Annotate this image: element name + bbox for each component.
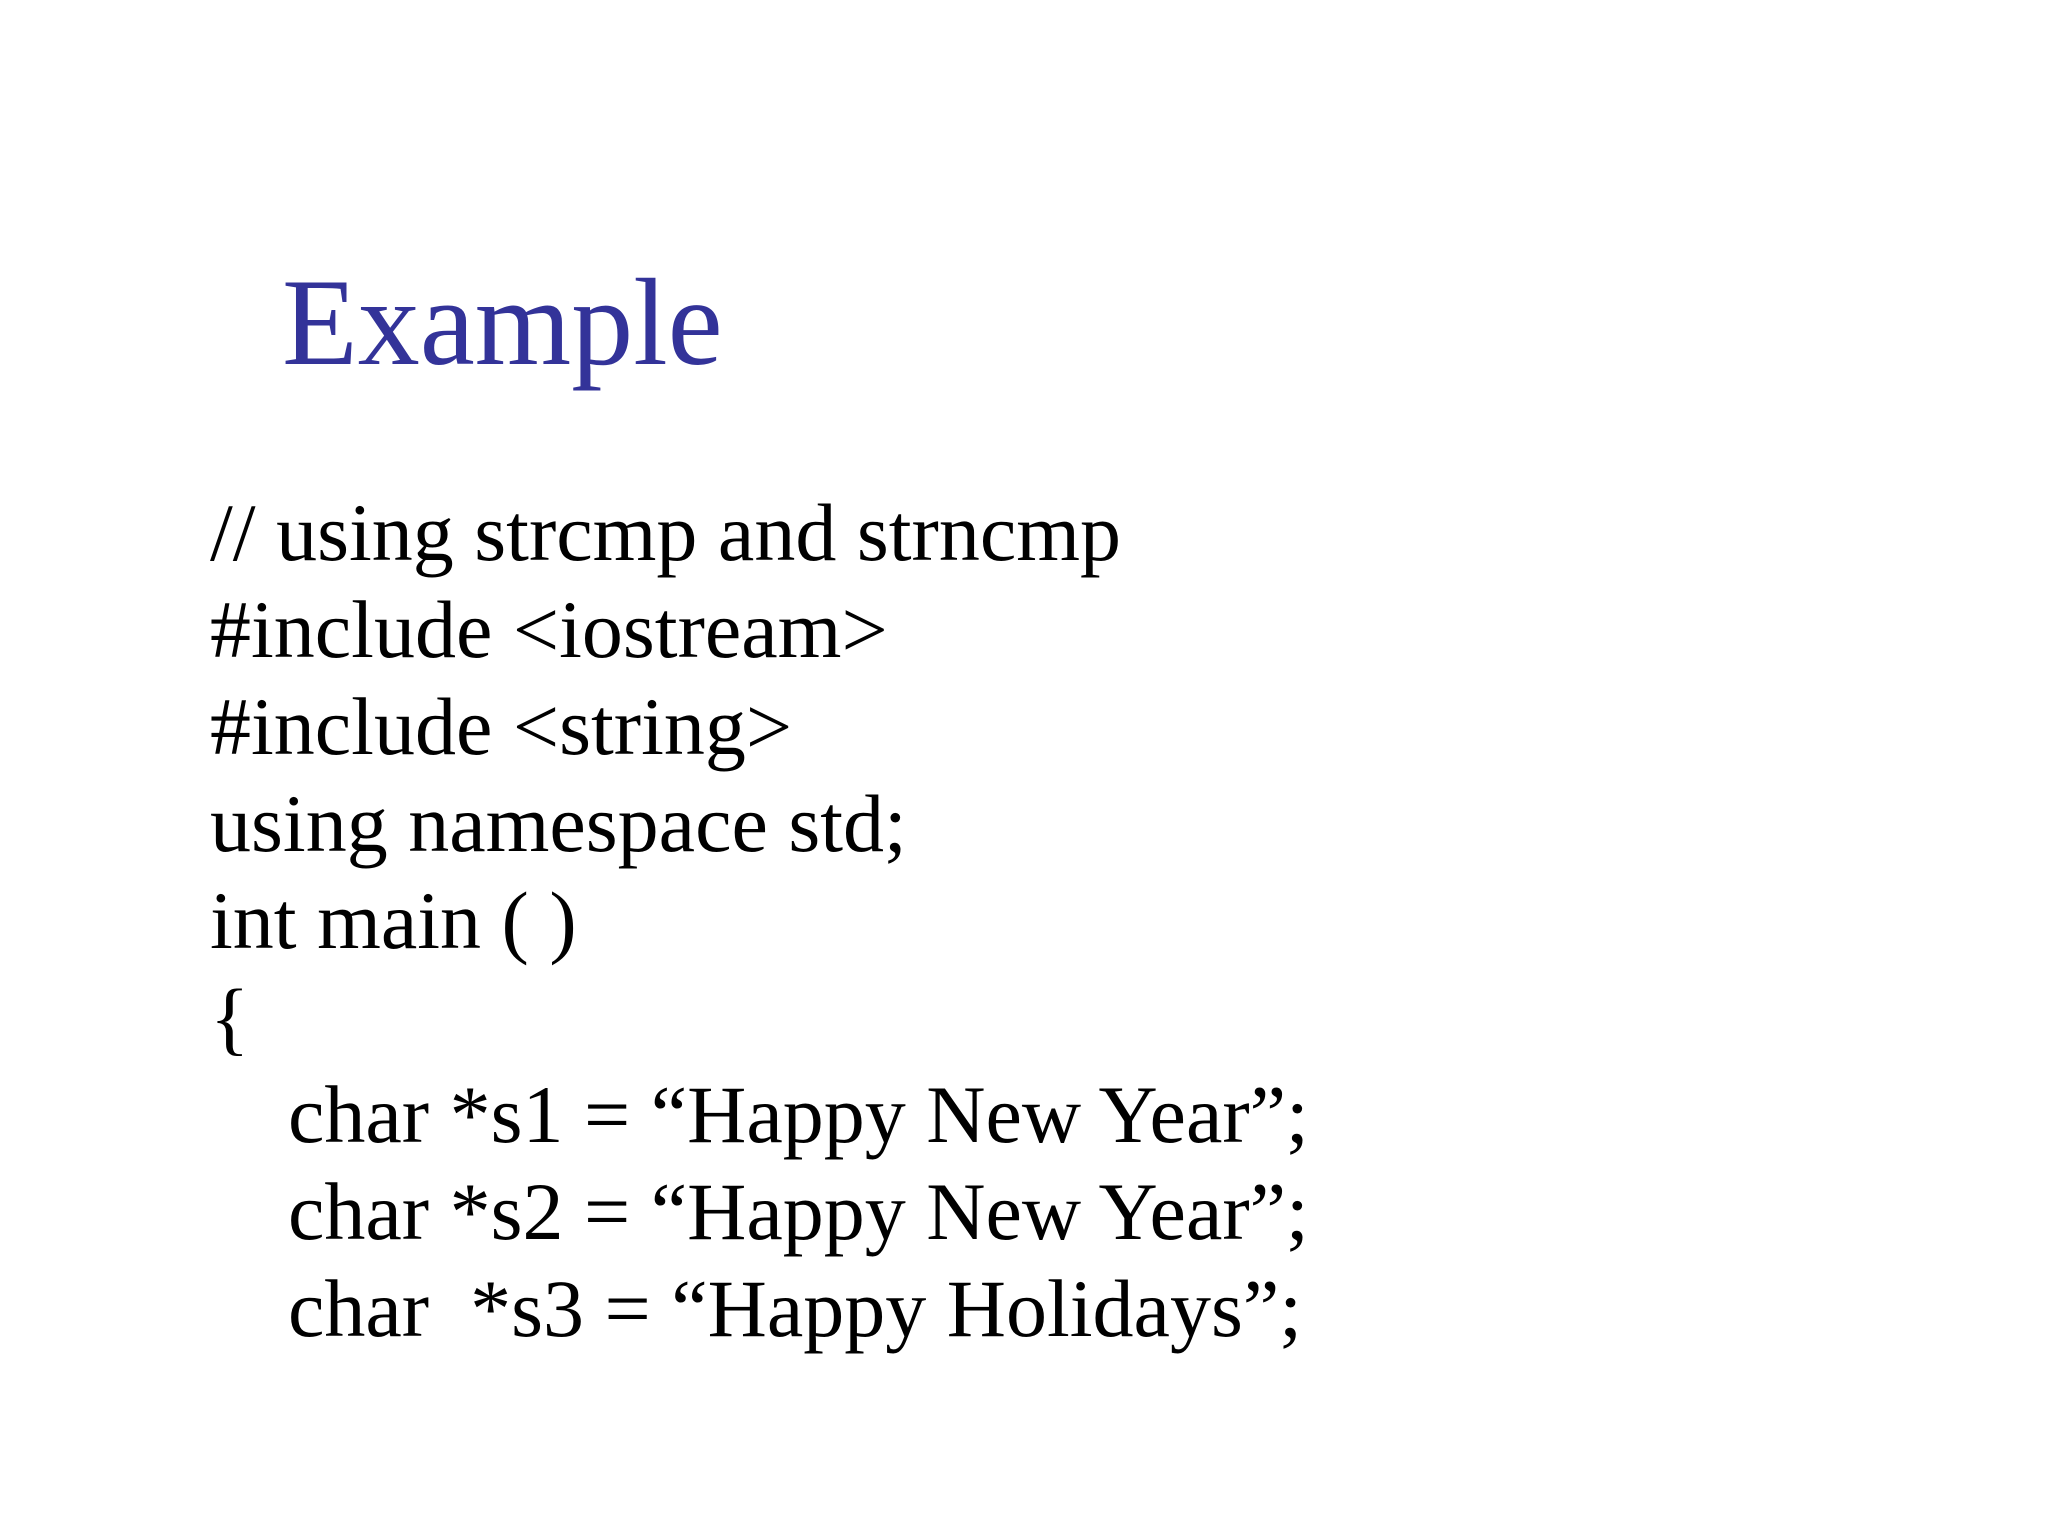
code-line-include-iostream: #include <iostream> (210, 584, 888, 675)
code-line-s1-declaration: char *s1 = “Happy New Year”; (288, 1069, 1309, 1160)
code-line-open-brace: { (210, 972, 250, 1063)
code-line-using-namespace: using namespace std; (210, 778, 907, 869)
code-line-main-signature: int main ( ) (210, 875, 577, 966)
code-block (210, 484, 1309, 1357)
slide-title: Example (282, 254, 723, 391)
code-line-comment: // using strcmp and strncmp (210, 487, 1122, 578)
code-line-include-string: #include <string> (210, 681, 793, 772)
code-line-s2-declaration: char *s2 = “Happy New Year”; (288, 1166, 1309, 1257)
code-line-s3-declaration: char *s3 = “Happy Holidays”; (288, 1263, 1303, 1354)
